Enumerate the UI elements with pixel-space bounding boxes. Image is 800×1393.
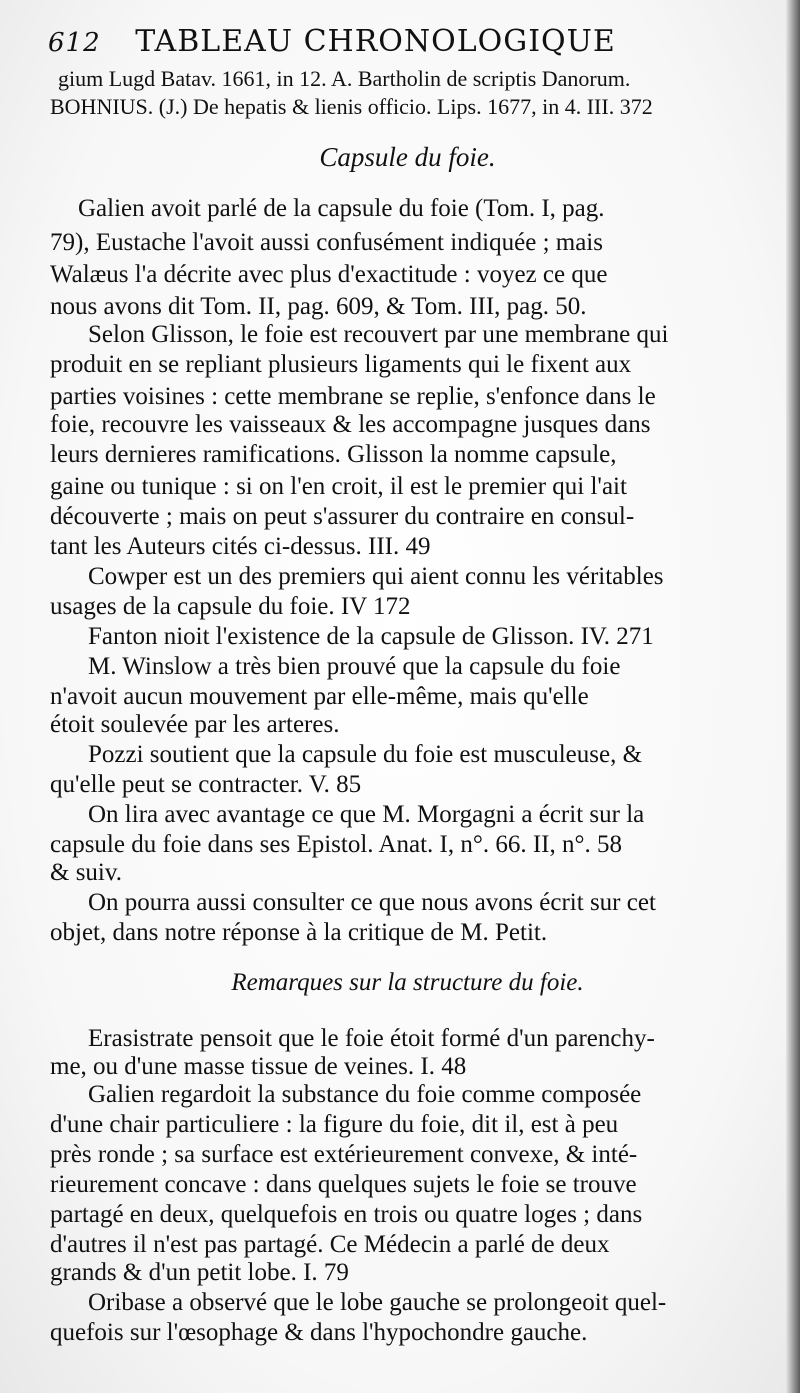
text-line: gium Lugd Batav. 1661, in 12. A. Bartholin de scriptis Danorum.	[58, 66, 631, 91]
text-line: parties voisines : cette membrane se replie, s'enfonce dans le	[50, 383, 656, 410]
text-line: gaine ou tunique : si on l'en croit, il est le premier qui l'ait	[50, 473, 627, 500]
text-line: On lira avec avantage ce que M. Morgagni a écrit sur la	[88, 801, 645, 828]
text-line: foie, recouvre les vaisseaux & les accompagne jusques dans	[50, 411, 651, 438]
text-line: BOHNIUS. (J.) De hepatis & lienis officio. Lips. 1677, in 4. III. 372	[50, 94, 653, 119]
text-line: près ronde ; sa surface est extérieurement convexe, & inté-	[50, 1141, 638, 1168]
text-line: M. Winslow a très bien prouvé que la capsule du foie	[88, 653, 621, 680]
text-line: n'avoit aucun mouvement par elle-même, mais qu'elle	[50, 683, 589, 710]
page-gutter-shadow	[786, 0, 800, 1393]
text-line: usages de la capsule du foie. IV 172	[50, 593, 411, 620]
text-line: Galien regardoit la substance du foie comme composée	[88, 1081, 642, 1108]
text-line: Walæus l'a décrite avec plus d'exactitude : voyez ce que	[50, 261, 608, 288]
text-line: produit en se repliant plusieurs ligaments qui le fixent aux	[50, 351, 632, 378]
section-heading: Remarques sur la structure du foie.	[231, 969, 584, 996]
text-line: qu'elle peut se contracter. V. 85	[50, 771, 362, 798]
text-line: leurs dernieres ramifications. Glisson la nomme capsule,	[50, 441, 617, 468]
text-line: tant les Auteurs cités ci-dessus. III. 49	[50, 533, 431, 560]
text-line: partagé en deux, quelquefois en trois ou quatre loges ; dans	[50, 1201, 643, 1228]
page-number: 612	[48, 28, 101, 58]
text-line: capsule du foie dans ses Epistol. Anat. I, n°. 66. II, n°. 58	[50, 831, 622, 858]
text-line: Galien avoit parlé de la capsule du foie (Tom. I, pag.	[78, 195, 605, 222]
text-line: On pourra aussi consulter ce que nous avons écrit sur cet	[88, 889, 656, 916]
section-heading: Capsule du foie.	[319, 142, 496, 172]
text-line: nous avons dit Tom. II, pag. 609, & Tom. III, pag. 50.	[50, 293, 587, 320]
text-line: Selon Glisson, le foie est recouvert par une membrane qui	[88, 321, 669, 348]
text-line: Oribase a observé que le lobe gauche se prolongeoit quel-	[88, 1289, 667, 1316]
text-line: Pozzi soutient que la capsule du foie est musculeuse, &	[88, 741, 643, 768]
text-line: d'autres il n'est pas partagé. Ce Médecin a parlé de deux	[50, 1231, 610, 1258]
text-line: me, ou d'une masse tissue de veines. I. 48	[50, 1053, 467, 1080]
text-line: & suiv.	[50, 859, 122, 886]
text-line: étoit soulevée par les arteres.	[50, 711, 340, 738]
text-line: 79), Eustache l'avoit aussi confusément indiquée ; mais	[50, 229, 603, 256]
text-line: quefois sur l'œsophage & dans l'hypochondre gauche.	[50, 1319, 588, 1346]
text-line: rieurement concave : dans quelques sujets le foie se trouve	[50, 1171, 637, 1198]
text-line: grands & d'un petit lobe. I. 79	[50, 1259, 349, 1286]
running-header	[48, 24, 668, 64]
text-line: Erasistrate pensoit que le foie étoit formé d'un parenchy-	[88, 1025, 655, 1052]
text-line: découverte ; mais on peut s'assurer du contraire en consul-	[50, 503, 635, 530]
text-line: Fanton nioit l'existence de la capsule de Glisson. IV. 271	[88, 623, 654, 650]
text-line: Cowper est un des premiers qui aient connu les véritables	[88, 563, 664, 590]
running-title: TABLEAU CHRONOLOGIQUE	[135, 24, 616, 59]
text-line: objet, dans notre réponse à la critique de M. Petit.	[50, 919, 548, 946]
text-line: d'une chair particuliere : la figure du foie, dit il, est à peu	[50, 1111, 619, 1138]
